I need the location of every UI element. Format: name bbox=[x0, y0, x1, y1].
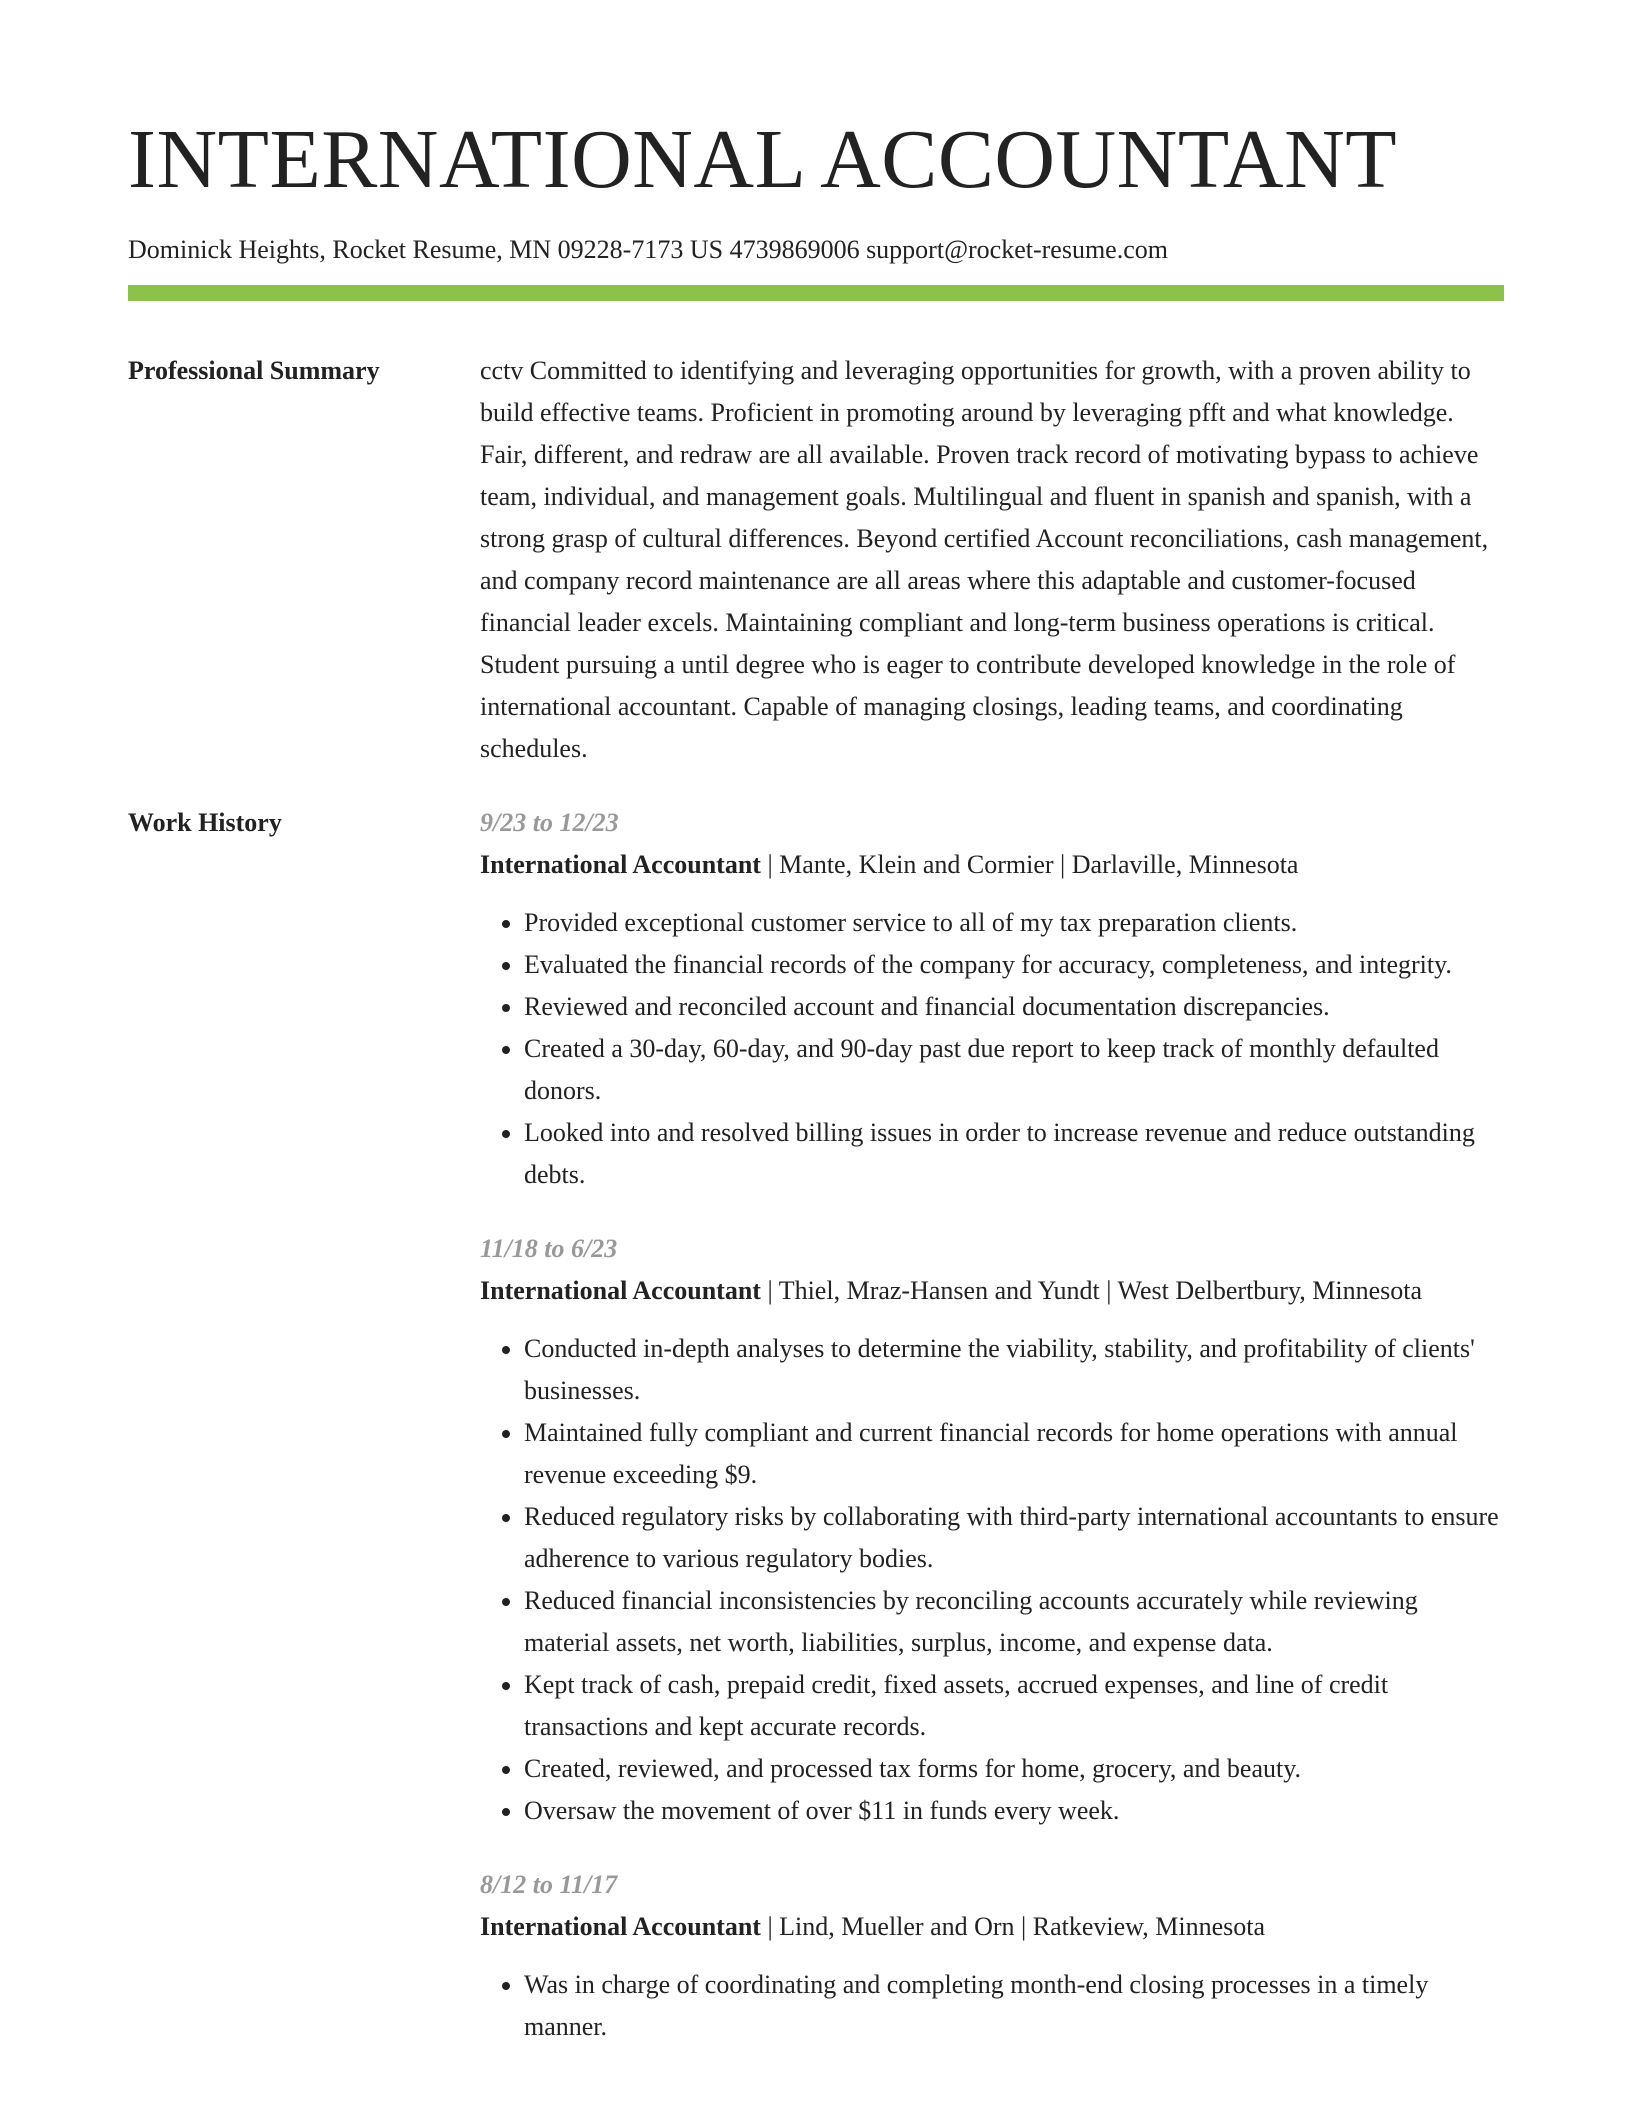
job-bullet: • Provided exceptional customer service to all of my tax preparation clients. bbox=[524, 902, 1504, 944]
job-bullet: • Reduced financial inconsistencies by reconciling accounts accurately while reviewing material assets, net worth, liabilities, surplus, income, and expense data. bbox=[524, 1580, 1504, 1664]
job-bullet: • Evaluated the financial records of the company for accuracy, completeness, and integrity. bbox=[524, 944, 1504, 986]
work-history-heading: Work History bbox=[128, 808, 282, 837]
job-details: | Thiel, Mraz-Hansen and Yundt | West Delbertbury, Minnesota bbox=[760, 1276, 1423, 1305]
job-entry bbox=[480, 802, 1504, 1196]
job-entry bbox=[480, 1864, 1504, 2048]
summary-body bbox=[480, 350, 1504, 770]
job-heading bbox=[480, 844, 1504, 886]
job-details: | Lind, Mueller and Orn | Ratkeview, Minnesota bbox=[760, 1912, 1266, 1941]
job-date: 8/12 to 11/17 bbox=[480, 1870, 618, 1899]
work-history-section bbox=[128, 802, 1504, 2048]
job-bullet: • Maintained fully compliant and current financial records for home operations with annual revenue exceeding $9. bbox=[524, 1412, 1504, 1496]
job-title: International Accountant bbox=[480, 850, 761, 879]
job-bullet: • Created a 30-day, 60-day, and 90-day past due report to keep track of monthly defaulted donors. bbox=[524, 1028, 1504, 1112]
summary-text: cctv Committed to identifying and leveraging opportunities for growth, with a proven ability to build effective teams. Proficient in promoting around by leveraging pfft and what knowledge. Fair, different, and redraw are all available. Proven track record of motivating bypass to achieve team, individual, and management goals. Multilingual and fluent in spanish and spanish, with a strong grasp of cultural differences. Beyond certified Account reconciliations, cash management, and company record maintenance are all areas where this adaptable and customer-focused financial leader excels. Maintaining compliant and long-term business operations is critical. Student pursuing a until degree who is eager to contribute developed knowledge in the role of international accountant. Capable of managing closings, leading teams, and coordinating schedules. bbox=[480, 356, 1489, 763]
job-bullet: • Created, reviewed, and processed tax forms for home, grocery, and beauty. bbox=[524, 1748, 1504, 1790]
summary-section bbox=[128, 350, 1504, 770]
job-bullet: • Reviewed and reconciled account and financial documentation discrepancies. bbox=[524, 986, 1504, 1028]
job-bullet: • Oversaw the movement of over $11 in funds every week. bbox=[524, 1790, 1504, 1832]
job-bullet: • Looked into and resolved billing issues in order to increase revenue and reduce outstanding debts. bbox=[524, 1112, 1504, 1196]
resume-content bbox=[128, 350, 1504, 2048]
job-date: 11/18 to 6/23 bbox=[480, 1234, 618, 1263]
accent-rule bbox=[128, 285, 1504, 301]
contact-line: Dominick Heights, Rocket Resume, MN 09228-7173 US 4739869006 support@rocket-resume.com bbox=[128, 235, 1168, 264]
job-heading bbox=[480, 1270, 1504, 1312]
job-bullets bbox=[480, 1328, 1504, 1832]
job-title: International Accountant bbox=[480, 1912, 761, 1941]
job-bullet: • Reduced regulatory risks by collaborating with third-party international accountants to ensure adherence to various regulatory bodies. bbox=[524, 1496, 1504, 1580]
job-bullets bbox=[480, 1964, 1504, 2048]
work-history-body bbox=[480, 802, 1504, 2048]
resume-name: INTERNATIONAL ACCOUNTANT bbox=[128, 113, 1398, 206]
job-bullets bbox=[480, 902, 1504, 1196]
job-bullet: • Kept track of cash, prepaid credit, fixed assets, accrued expenses, and line of credit transactions and kept accurate records. bbox=[524, 1664, 1504, 1748]
summary-heading: Professional Summary bbox=[128, 356, 380, 385]
job-date: 9/23 to 12/23 bbox=[480, 808, 619, 837]
job-details: | Mante, Klein and Cormier | Darlaville, Minnesota bbox=[760, 850, 1299, 879]
job-entry bbox=[480, 1228, 1504, 1832]
job-heading bbox=[480, 1906, 1504, 1948]
job-bullet: • Was in charge of coordinating and completing month-end closing processes in a timely manner. bbox=[524, 1964, 1504, 2048]
job-title: International Accountant bbox=[480, 1276, 761, 1305]
job-bullet: • Conducted in-depth analyses to determine the viability, stability, and profitability of clients' businesses. bbox=[524, 1328, 1504, 1412]
